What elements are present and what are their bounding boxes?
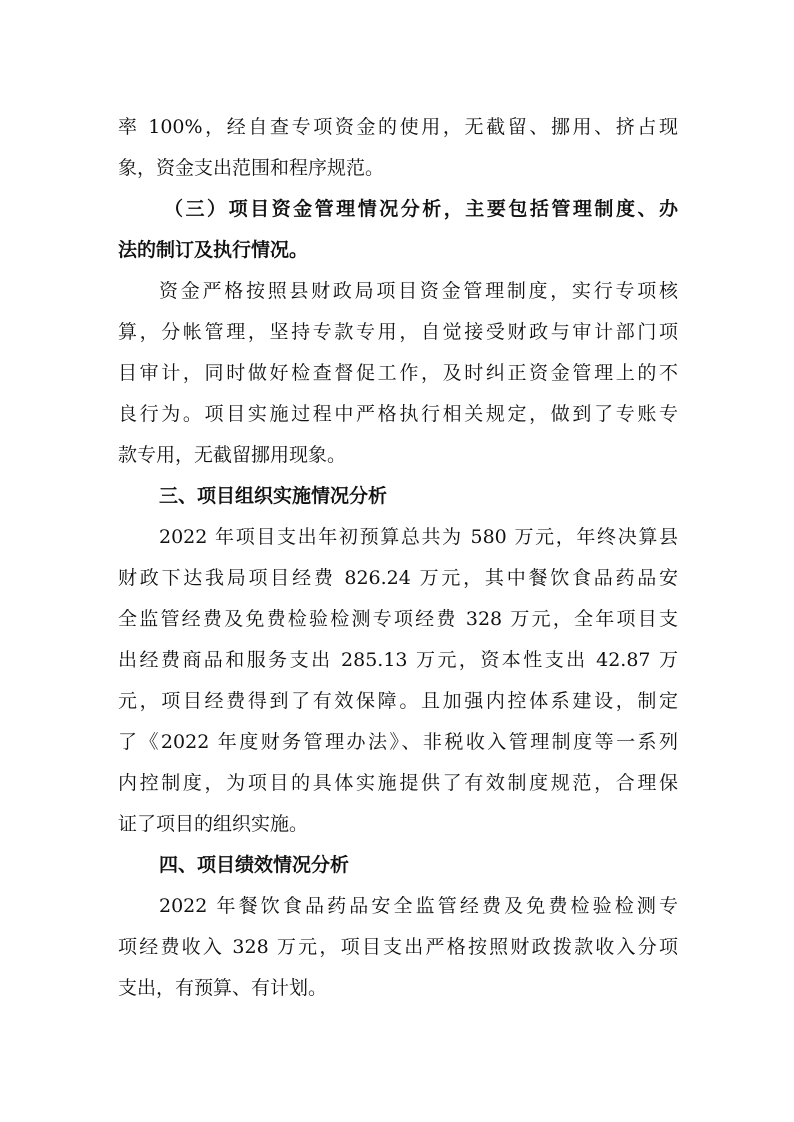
text-line: 款专用，无截留挪用现象。 [118, 444, 347, 466]
text-line: 财政下达我局项目经费 826.24 万元，其中餐饮食品药品安 [118, 567, 678, 589]
text-line: 资金严格按照县财政局项目资金管理制度，实行专项核 [159, 280, 678, 302]
section-heading: 四、项目绩效情况分析 [159, 854, 350, 876]
text-line: 全监管经费及免费检验检测专项经费 328 万元，全年项目支 [118, 608, 678, 630]
text-line: 出经费商品和服务支出 285.13 万元，资本性支出 42.87 万 [118, 649, 678, 671]
text-line: 率 100%，经自查专项资金的使用，无截留、挪用、挤占现 [118, 116, 678, 138]
text-line: 算，分帐管理，坚持专款专用，自觉接受财政与审计部门项 [118, 321, 678, 343]
text-line: 象，资金支出范围和程序规范。 [118, 157, 385, 179]
text-line: 2022 年餐饮食品药品安全监管经费及免费检验检测专 [159, 895, 678, 917]
subheading-line: 法的制订及执行情况。 [118, 239, 309, 261]
text-line: 良行为。项目实施过程中严格执行相关规定，做到了专账专 [118, 403, 678, 425]
text-line: 2022 年项目支出年初预算总共为 580 万元，年终决算县 [159, 526, 678, 548]
text-line: 元，项目经费得到了有效保障。且加强内控体系建设，制定 [118, 690, 678, 712]
subheading-line: （三）项目资金管理情况分析，主要包括管理制度、办 [164, 198, 678, 220]
text-line: 证了项目的组织实施。 [118, 813, 309, 835]
text-line: 支出，有预算、有计划。 [118, 977, 328, 999]
text-line: 内控制度，为项目的具体实施提供了有效制度规范，合理保 [118, 772, 678, 794]
text-line: 了《2022 年度财务管理办法》、非税收入管理制度等一系列 [118, 731, 678, 753]
text-line: 项经费收入 328 万元，项目支出严格按照财政拨款收入分项 [118, 936, 678, 958]
text-line: 目审计，同时做好检查督促工作，及时纠正资金管理上的不 [118, 362, 678, 384]
section-heading: 三、项目组织实施情况分析 [159, 485, 388, 507]
